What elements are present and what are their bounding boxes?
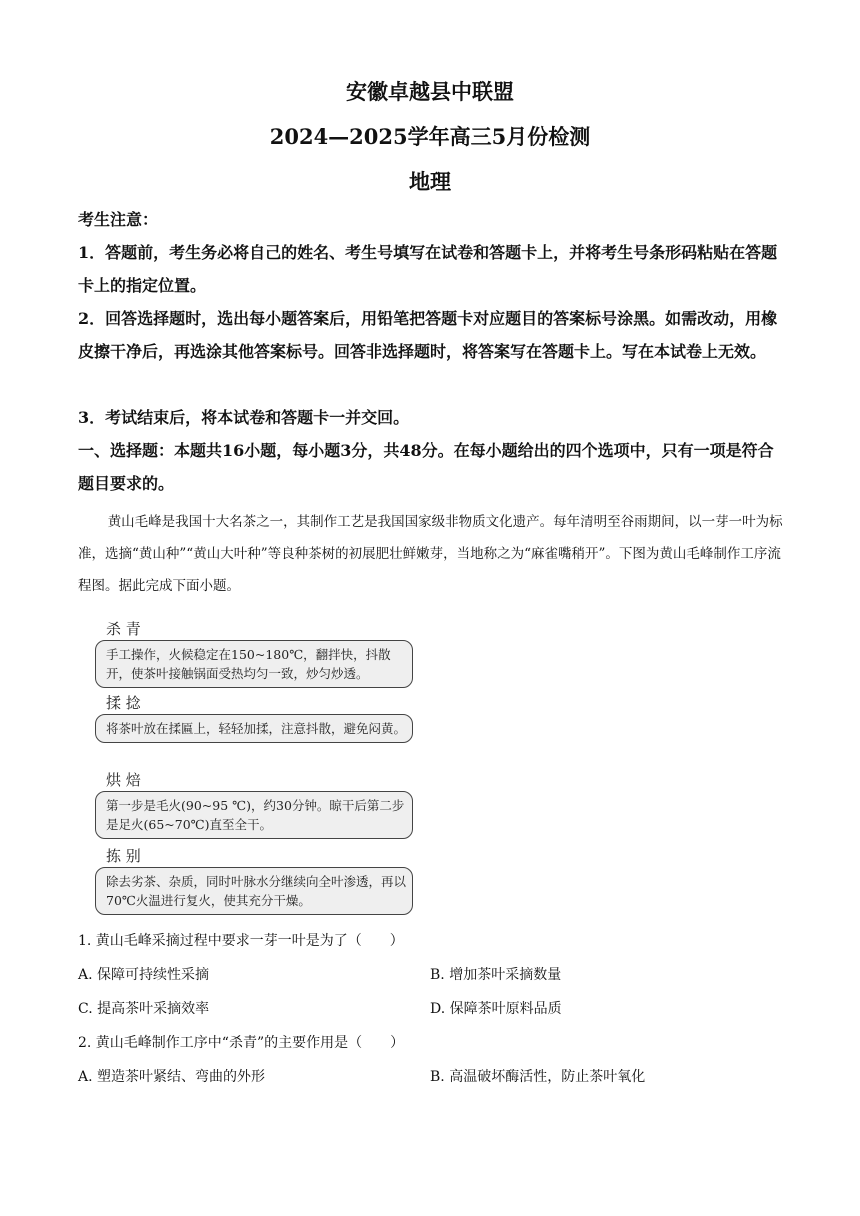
question-1-option-b: B. 增加茶叶采摘数量 xyxy=(430,967,562,983)
question-1-option-a: A. 保障可持续性采摘 xyxy=(78,967,210,983)
question-1-option-c: C. 提高茶叶采摘效率 xyxy=(78,1001,210,1017)
flow-step-desc-1: 手工操作，火候稳定在150~180℃，翻拌快，抖散开，使茶叶接触锅面受热均匀一致，炒匀炒透。 xyxy=(95,640,413,688)
header-subject: 地理 xyxy=(409,169,451,194)
header-union-name: 安徽卓越县中联盟 xyxy=(346,79,514,104)
reading-passage: 黄山毛峰是我国十大名茶之一，其制作工艺是我国国家级非物质文化遗产。每年清明至谷雨期间，以一芽一叶为标准，选摘“黄山种”“黄山大叶种”等良种茶树的初展肥壮鲜嫩芽，当地称之为“麻雀嘴稍开”。下图为黄山毛峰制作工序流程图。据此完成下面小题。 xyxy=(78,514,783,594)
section-title: 一、选择题：本题共16小题，每小题3分，共48分。在每小题给出的四个选项中，只有一项是符合题目要求的。 xyxy=(78,441,774,493)
header-exam-name: 2024—2025学年高三5月份检测 xyxy=(269,124,591,149)
question-2-stem: 2. 黄山毛峰制作工序中“杀青”的主要作用是（ ） xyxy=(78,1035,405,1051)
question-2-option-b: B. 高温破坏酶活性，防止茶叶氧化 xyxy=(430,1069,646,1085)
flow-step-desc-4: 除去劣茶、杂质，同时叶脉水分继续向全叶渗透，再以70℃火温进行复火，使其充分干燥。 xyxy=(95,867,413,915)
question-1-option-d: D. 保障茶叶原料品质 xyxy=(430,1001,562,1017)
flow-step-desc-2: 将茶叶放在揉匾上，轻轻加揉，注意抖散，避免闷黄。 xyxy=(95,714,413,743)
notice-title: 考生注意： xyxy=(78,210,159,229)
notice-item-2: 2．回答选择题时，选出每小题答案后，用铅笔把答题卡对应题目的答案标号涂黑。如需改动，用橡皮擦干净后，再选涂其他答案标号。回答非选择题时，将答案写在答题卡上。写在本试卷上无效。 xyxy=(78,309,778,361)
flow-step-name-4: 拣 别 xyxy=(106,847,141,865)
notice-item-1: 1．答题前，考生务必将自己的姓名、考生号填写在试卷和答题卡上，并将考生号条形码粘贴在答题卡上的指定位置。 xyxy=(78,243,778,295)
flow-step-name-1: 杀 青 xyxy=(106,620,141,638)
flow-step-desc-3: 第一步是毛火(90~95 ℃)，约30分钟。晾干后第二步是足火(65~70℃)直至全干。 xyxy=(95,791,413,839)
question-1-stem: 1. 黄山毛峰采摘过程中要求一芽一叶是为了（ ） xyxy=(78,933,404,949)
notice-item-3: 3．考试结束后，将本试卷和答题卡一并交回。 xyxy=(78,408,410,427)
question-2-option-a: A. 塑造茶叶紧结、弯曲的外形 xyxy=(78,1069,266,1085)
flow-step-name-3: 烘 焙 xyxy=(106,771,141,789)
flow-step-name-2: 揉 捻 xyxy=(106,694,141,712)
